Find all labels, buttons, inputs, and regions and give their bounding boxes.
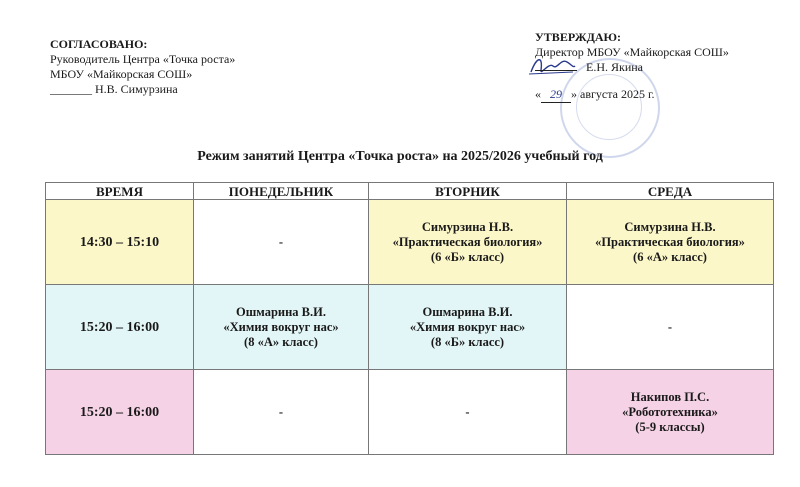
teacher-name: Ошмарина В.И. [236,304,326,319]
signature-underline [535,70,577,71]
class-group: (6 «А» класс) [633,249,707,264]
monday-cell [194,370,369,455]
date-day: 29 [541,87,571,103]
class-group: (6 «Б» класс) [430,249,505,264]
date-quote-open: « [535,87,541,101]
teacher-name: Симурзина Н.В. [624,219,716,234]
course-name: «Практическая биология» [595,234,745,249]
header-time: ВРЕМЯ [46,183,194,200]
wednesday-cell [567,285,774,370]
approval-block-approved [535,30,785,103]
signature-blank: _______ [50,82,92,96]
agreed-name: Н.В. Симурзина [95,82,178,96]
table-row [46,200,774,285]
agreed-school: МБОУ «Майкорская СОШ» [50,67,193,81]
tuesday-cell [369,370,567,455]
header-wednesday: СРЕДА [567,183,774,200]
header-monday: ПОНЕДЕЛЬНИК [194,183,369,200]
course-name: «Химия вокруг нас» [223,319,339,334]
approval-block-agreed [50,37,235,97]
table-row [46,285,774,370]
class-group: (8 «А» класс) [244,334,318,349]
monday-cell [194,285,369,370]
time-cell: 15:20 – 16:00 [46,370,194,455]
approved-signature-line [535,60,785,75]
cell-line: - [667,319,673,334]
monday-cell [194,200,369,285]
course-name: «Химия вокруг нас» [409,319,526,334]
teacher-name: Ошмарина В.И. [422,304,513,319]
cell-line: - [465,404,470,419]
date-month-year: » августа 2025 г. [571,87,655,101]
time-cell: 15:20 – 16:00 [46,285,194,370]
document-title: Режим занятий Центра «Точка роста» на 2025/2026 учебный год [197,149,603,164]
header-tuesday: ВТОРНИК [369,183,567,200]
course-name: «Робототехника» [622,404,718,419]
agreed-position: Руководитель Центра «Точка роста» [50,52,236,66]
table-row [46,370,774,455]
tuesday-cell [369,285,567,370]
schedule-table [45,182,774,455]
table-header-row [46,183,774,200]
approval-date [535,87,785,103]
approved-name: Е.Н. Якина [586,60,643,74]
wednesday-cell [567,200,774,285]
agreed-heading: СОГЛАСОВАНО: [50,37,148,51]
wednesday-cell [567,370,774,455]
approved-position: Директор МБОУ «Майкорская СОШ» [535,45,729,59]
tuesday-cell [369,200,567,285]
approved-heading: УТВЕРЖДАЮ: [535,30,622,44]
teacher-name: Симурзина Н.В. [421,219,514,234]
teacher-name: Накипов П.С. [630,389,710,404]
course-name: «Практическая биология» [392,234,543,249]
agreed-signature-line [50,82,235,97]
cell-line: - [278,404,284,419]
cell-line: - [278,234,284,249]
class-group: (8 «Б» класс) [430,334,505,349]
time-cell: 14:30 – 15:10 [46,200,194,285]
class-group: (5-9 классы) [635,419,705,434]
